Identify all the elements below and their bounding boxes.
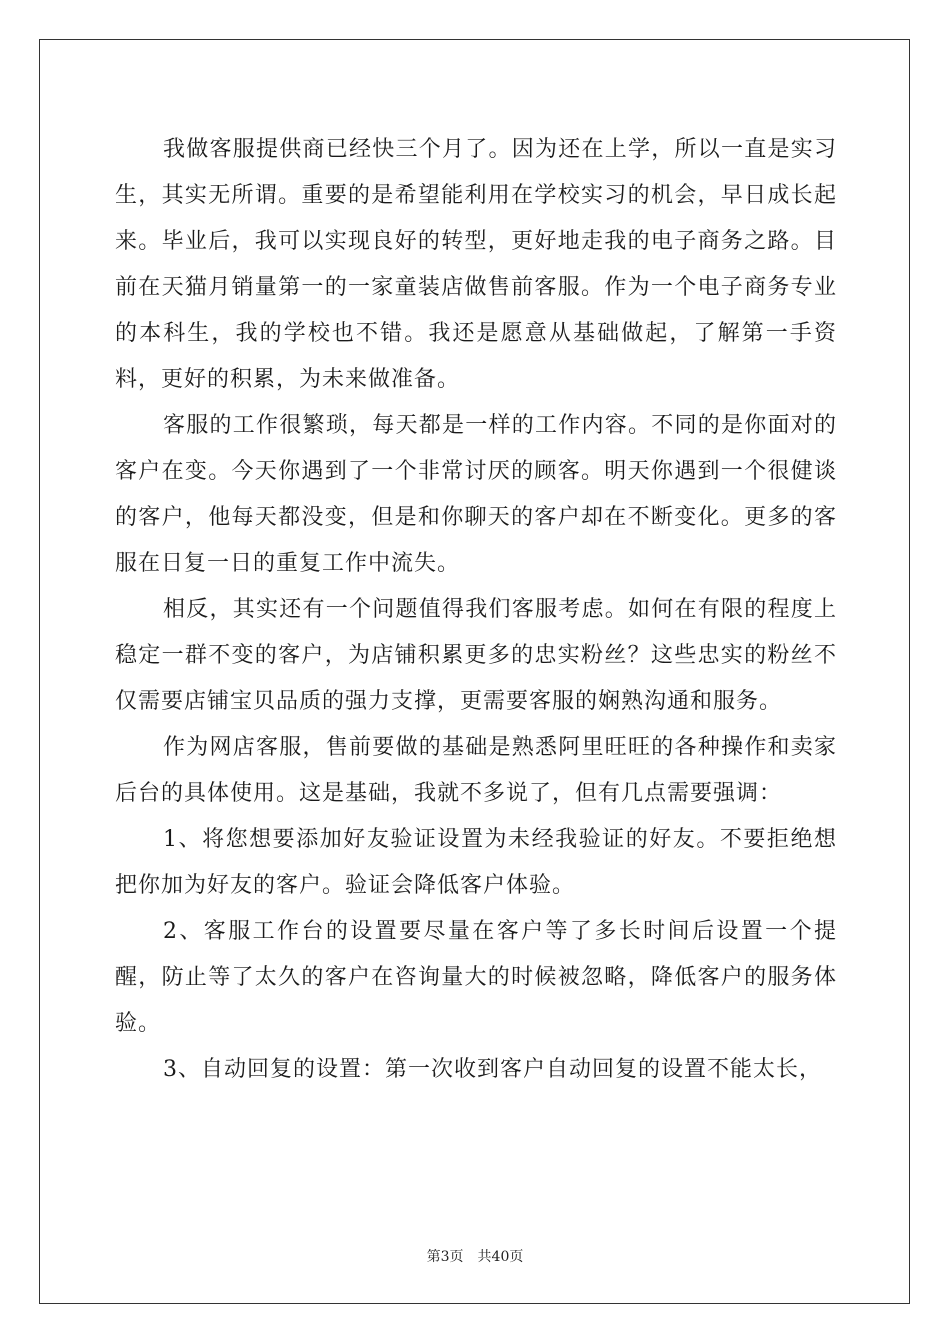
- paragraph-1: 我做客服提供商已经快三个月了。因为还在上学，所以一直是实习生，其实无所谓。重要的是希望能利用在学校实习的机会，早日成长起来。毕业后，我可以实现良好的转型，更好地走我的电子商务之路。目前在天猫月销量第一的一家童装店做售前客服。作为一个电子商务专业的本科生，我的学校也不错。我还是愿意从基础做起，了解第一手资料，更好的积累，为未来做准备。: [115, 137, 837, 392]
- document-body: [115, 127, 837, 1093]
- page-footer: [0, 1248, 950, 1266]
- paragraph-2: 客服的工作很繁琐，每天都是一样的工作内容。不同的是你面对的客户在变。今天你遇到了一个非常讨厌的顾客。明天你遇到一个很健谈的客户，他每天都没变，但是和你聊天的客户却在不断变化。更多的客服在日复一日的重复工作中流失。: [115, 413, 837, 576]
- page-number: 第3页: [426, 1249, 464, 1265]
- paragraph-6: 2、客服工作台的设置要尽量在客户等了多长时间后设置一个提醒，防止等了太久的客户在咨询量大的时候被忽略，降低客户的服务体验。: [115, 919, 837, 1036]
- paragraph-3: 相反，其实还有一个问题值得我们客服考虑。如何在有限的程度上稳定一群不变的客户，为店铺积累更多的忠实粉丝？这些忠实的粉丝不仅需要店铺宝贝品质的强力支撑，更需要客服的娴熟沟通和服务。: [115, 597, 837, 714]
- paragraph-7: 3、自动回复的设置：第一次收到客户自动回复的设置不能太长，: [163, 1057, 822, 1082]
- paragraph-5: 1、将您想要添加好友验证设置为未经我验证的好友。不要拒绝想把你加为好友的客户。验证会降低客户体验。: [115, 827, 837, 898]
- paragraph-4: 作为网店客服，售前要做的基础是熟悉阿里旺旺的各种操作和卖家后台的具体使用。这是基础，我就不多说了，但有几点需要强调：: [115, 735, 837, 806]
- page-total: 共40页: [477, 1249, 524, 1265]
